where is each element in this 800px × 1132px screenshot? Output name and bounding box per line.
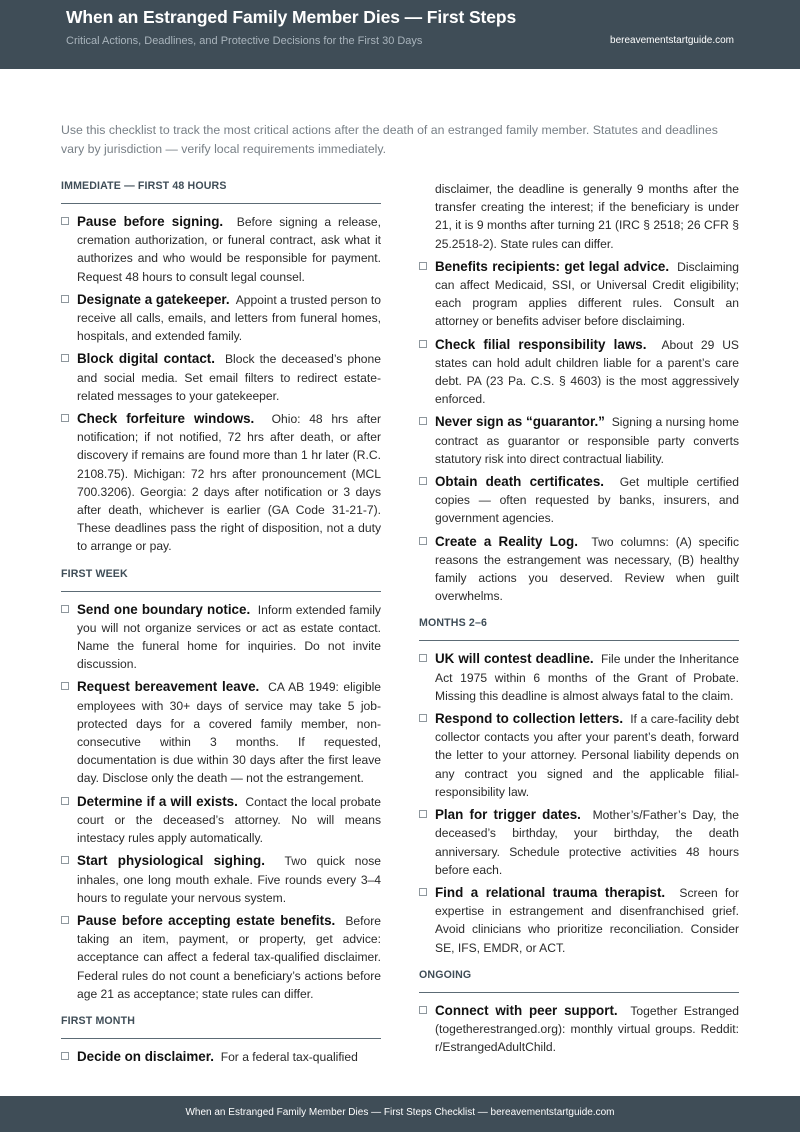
item-lead: Find a relational trauma therapist. [435, 884, 666, 900]
item-text: Mother’s/Father’s Day, the deceased’s birthday, your birthday, the death anniversary. Schedule protective activities 48 hours before each. [435, 808, 739, 877]
checklist-item[interactable] [419, 650, 739, 705]
checkbox-icon[interactable] [419, 1006, 427, 1014]
item-lead: UK will contest deadline. [435, 651, 594, 667]
item-text: File under the Inheritance Act 1975 within 6 months of the Grant of Probate. Missing this deadline is almost always fatal to the claim. [435, 652, 739, 703]
item-lead: Check forfeiture windows. [77, 411, 255, 427]
checklist-item[interactable] [419, 1002, 739, 1057]
checklist-item[interactable] [419, 533, 739, 606]
checkbox-icon[interactable] [419, 888, 427, 896]
checkbox-icon[interactable] [61, 682, 69, 690]
item-text: If a care-facility debt collector contacts you after your parent’s death, forward the letter to your attorney. Personal liability depends on any contract you signed and the applicable filial-responsibility law. [435, 712, 739, 799]
item-text-continued: disclaimer, the deadline is generally 9 months after the transfer creating the interest; if the beneficiary is under 21, it is 9 months after turning 21 (IRC § 2518; 26 CFR § 25.2518-2). State rules can differ. [435, 182, 739, 251]
page-footer: When an Estranged Family Member Dies — First Steps Checklist — bereavementstartguide.com [0, 1096, 800, 1132]
checklist-item[interactable] [419, 710, 739, 801]
checklist-item[interactable] [61, 793, 381, 848]
item-text: Before signing a release, cremation authorization, or funeral contract, ask what it authorizes and who would be responsible for payment. Request 48 hours to consult legal counsel. [77, 215, 381, 284]
item-lead: Decide on disclaimer. [77, 1048, 214, 1064]
item-text: Two quick nose inhales, one long mouth exhale. Five rounds every 3–4 hours to regulate your nervous system. [77, 854, 381, 905]
checklist-item[interactable] [419, 473, 739, 528]
item-lead: Pause before signing. [77, 214, 224, 229]
item-text: Block the deceased’s phone and social media. Set email filters to redirect estate-related messages to your gatekeeper. [77, 352, 381, 403]
item-text: Disclaiming can affect Medicaid, SSI, or Universal Credit eligibility; each program applies different rules. Consult an attorney or benefits adviser before disclaiming. [435, 259, 739, 329]
checkbox-icon[interactable] [419, 477, 427, 485]
item-lead: Benefits recipients: get legal advice. [435, 258, 670, 274]
item-text: Ohio: 48 hrs after notification; if not notified, 72 hrs after death, or after discovery if remains are found more than 1 hr later (R.C. 2108.75). Michigan: 72 hrs after pronouncement (MCL 700.3206). Georgia: 2 days after notification or 3 days after death, whichever is earlier (GA Code 31-21-7). These deadlines pass the right of disposition, not a duty to arrange or pay. [77, 412, 381, 554]
checkbox-icon[interactable] [61, 605, 69, 613]
checklist-item[interactable] [61, 213, 381, 286]
item-lead: Check filial responsibility laws. [435, 336, 647, 352]
item-lead: Block digital contact. [77, 351, 215, 367]
checklist-item[interactable] [61, 852, 381, 907]
section-heading-months-2-6: MONTHS 2–6 [419, 617, 739, 641]
checkbox-icon[interactable] [61, 414, 69, 422]
section-heading-first-month: FIRST MONTH [61, 1015, 381, 1039]
checkbox-icon[interactable] [419, 537, 427, 545]
checkbox-icon[interactable] [61, 856, 69, 864]
checkbox-icon[interactable] [61, 1052, 69, 1060]
checklist-item[interactable] [419, 336, 739, 409]
checkbox-icon[interactable] [61, 354, 69, 362]
checklist-item[interactable] [419, 413, 739, 468]
site-url: bereavementstartguide.com [610, 35, 734, 46]
intro-text: Use this checklist to track the most critical actions after the death of an estranged family member. Statutes and deadlines vary by jurisdiction — verify local requirements immediately. [61, 123, 718, 156]
checklist-item[interactable] [61, 678, 381, 787]
checklist-item[interactable] [61, 350, 381, 405]
checkbox-icon[interactable] [61, 295, 69, 303]
checklist-item[interactable] [61, 601, 381, 674]
checkbox-icon[interactable] [61, 916, 69, 924]
item-lead: Create a Reality Log. [435, 533, 578, 549]
item-lead: Connect with peer support. [435, 1002, 618, 1018]
checkbox-icon[interactable] [61, 217, 69, 225]
item-lead: Determine if a will exists. [77, 793, 238, 809]
checklist-item[interactable] [61, 291, 381, 346]
section-heading-immediate: IMMEDIATE — FIRST 48 HOURS [61, 180, 381, 204]
item-lead: Never sign as “guarantor.” [435, 414, 605, 430]
checklist-item[interactable] [61, 410, 381, 556]
checklist-item[interactable] [61, 912, 381, 1003]
checkbox-icon[interactable] [419, 262, 427, 270]
section-heading-ongoing: ONGOING [419, 969, 739, 993]
item-text: CA AB 1949: eligible employees with 30+ days of service may take 5 job-protected days for a covered family member, non-consecutive within 3 months. If requested, documentation is due within 30 days after the first leave day. Disclose only the death — not the estrangement. [77, 680, 381, 786]
item-text: Two columns: (A) specific reasons the estrangement was necessary, (B) healthy family actions you deserved. Review when guilt overwhelms. [435, 534, 739, 604]
checklist-item[interactable] [419, 258, 739, 331]
item-text: Get multiple certified copies — often requested by banks, insurers, and government agencies. [435, 475, 739, 526]
checkbox-icon[interactable] [419, 340, 427, 348]
checkbox-icon[interactable] [419, 654, 427, 662]
right-column [419, 180, 739, 1056]
left-column [61, 180, 381, 1066]
page-header [0, 0, 800, 69]
checkbox-icon[interactable] [419, 810, 427, 818]
item-lead: Request bereavement leave. [77, 679, 260, 695]
item-lead: Plan for trigger dates. [435, 807, 581, 823]
item-lead: Obtain death certificates. [435, 474, 604, 490]
item-text: Together Estranged (togetherestranged.org): monthly virtual groups. Reddit: r/EstrangedAdultChild. [435, 1003, 739, 1055]
checklist-item[interactable] [61, 1048, 381, 1066]
item-lead: Send one boundary notice. [77, 601, 251, 617]
item-text: Screen for expertise in estrangement and disenfranchised grief. Avoid clinicians who prioritize reconciliation. Consider SE, IFS, EMDR, or ACT. [435, 885, 739, 955]
item-text: About 29 US states can hold adult children liable for a parent’s care debt. PA (23 Pa. C.S. § 4603) is the most aggressively enforced. [435, 337, 740, 407]
checkbox-icon[interactable] [419, 417, 427, 425]
page-title: When an Estranged Family Member Dies — First Steps [66, 7, 517, 27]
item-text: Before taking an item, payment, or property, get advice: acceptance can affect a federal tax-qualified disclaimer. Federal rules do not count a beneficiary’s actions before age 21 as acceptance; state rules can differ. [77, 913, 381, 1001]
item-text: For a federal tax-qualified [220, 1049, 358, 1064]
checkbox-icon[interactable] [419, 714, 427, 722]
item-text: Appoint a trusted person to receive all calls, emails, and letters from funeral homes, hospitals, and extended family. [77, 292, 381, 344]
checklist-item[interactable] [419, 806, 739, 879]
item-text: Signing a nursing home contract as guarantor or responsible party converts statutory risk into direct contractual liability. [435, 415, 739, 466]
item-lead: Respond to collection letters. [435, 711, 624, 727]
checkbox-icon[interactable] [61, 797, 69, 805]
page-subtitle: Critical Actions, Deadlines, and Protective Decisions for the First 30 Days [66, 35, 423, 47]
item-text: Inform extended family you will not organize services or act as estate contact. Name the funeral home for inquiries. Do not invite discussion. [77, 602, 381, 672]
item-text: Contact the local probate court or the deceased’s attorney. No will means intestacy rules apply automatically. [77, 794, 381, 846]
item-lead: Designate a gatekeeper. [77, 291, 230, 307]
section-heading-first-week: FIRST WEEK [61, 568, 381, 592]
checklist-item[interactable] [419, 884, 739, 957]
item-lead: Start physiological sighing. [77, 853, 265, 869]
item-lead: Pause before accepting estate benefits. [77, 912, 336, 928]
